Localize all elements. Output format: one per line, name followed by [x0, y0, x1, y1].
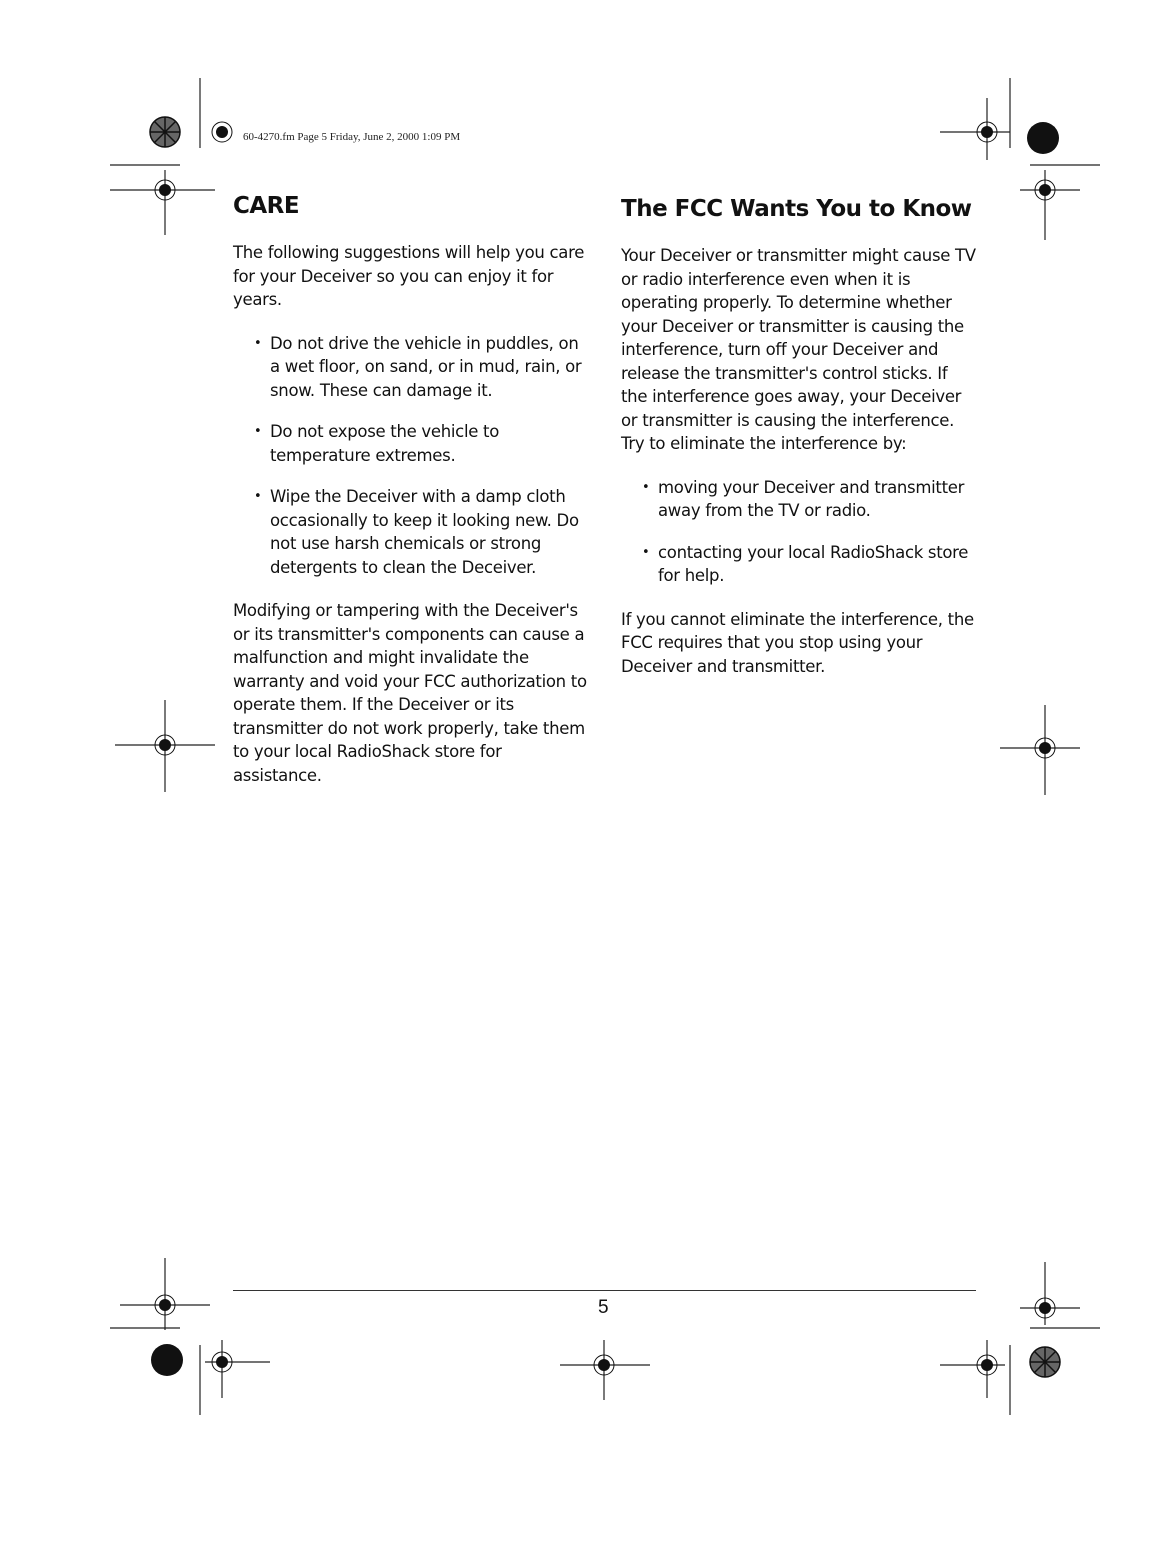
fcc-heading: The FCC Wants You to Know	[621, 196, 972, 222]
fcc-bullet: • moving your Deceiver and transmitter away from the TV or radio.	[658, 476, 976, 523]
care-closing: Modifying or tampering with the Deceiver's or its transmitter's components can cause a malfunction and might invalidate the warranty and void your FCC authorization to operate them. If the Deceiver or its transmitter do not work properly, take them to your local RadioShack store for assistance.	[233, 601, 587, 785]
care-bullet-list	[233, 332, 588, 580]
care-section	[233, 193, 588, 807]
fcc-closing: If you cannot eliminate the interference, the FCC requires that you stop using your Deceiver and transmitter.	[621, 609, 974, 676]
care-bullet: • Do not expose the vehicle to temperature extremes.	[270, 420, 588, 467]
fcc-intro: Your Deceiver or transmitter might cause TV or radio interference even when it is operating properly. To determine whether your Deceiver or transmitter is causing the interference, turn off your Deceiver and release the transmitter's control sticks. If the interference goes away, your Deceiver or transmitter is causing the interference. Try to eliminate the interference by:	[621, 246, 976, 453]
page-number: 5	[598, 1297, 609, 1318]
fcc-bullet: • contacting your local RadioShack store for help.	[658, 541, 976, 588]
fcc-section	[621, 196, 976, 698]
care-intro: The following suggestions will help you care for your Deceiver so you can enjoy it for years.	[233, 243, 585, 309]
care-bullet: • Wipe the Deceiver with a damp cloth occasionally to keep it looking new. Do not use harsh chemicals or strong detergents to clean the Deceiver.	[270, 485, 588, 579]
care-bullet: • Do not drive the vehicle in puddles, on a wet floor, on sand, or in mud, rain, or snow. These can damage it.	[270, 332, 588, 403]
fcc-bullet-list	[621, 476, 976, 588]
footer-rule	[233, 1290, 976, 1291]
print-header: 60-4270.fm Page 5 Friday, June 2, 2000 1:09 PM	[243, 131, 461, 143]
care-heading: CARE	[233, 193, 300, 219]
